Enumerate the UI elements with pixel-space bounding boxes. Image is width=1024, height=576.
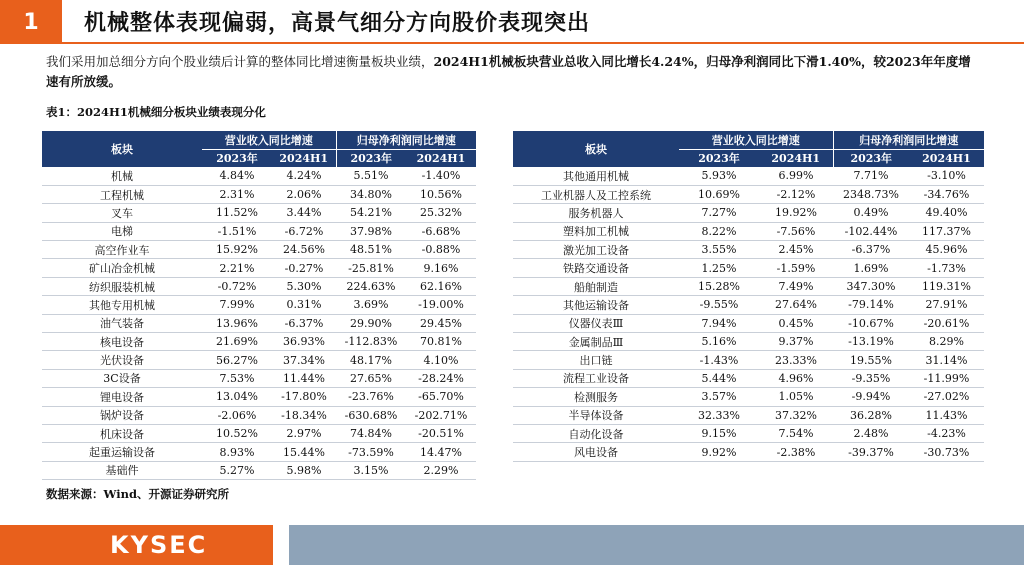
table-row [513,241,984,259]
cell-sector: 金属制品Ⅲ [513,333,679,351]
cell-np-2024h1: -11.99% [909,369,984,387]
cell-np-2023: 74.84% [336,424,406,442]
cell-rev-2023: 2.21% [202,259,272,277]
table-caption: 表1：2024H1机械细分板块业绩表现分化 [46,105,266,119]
cell-np-2024h1: 4.10% [406,351,476,369]
cell-rev-2023: 15.92% [202,241,272,259]
table-row [513,351,984,369]
cell-np-2023: -73.59% [336,443,406,461]
cell-rev-2024h1: -1.59% [759,259,833,277]
cell-rev-2023: 2.31% [202,185,272,203]
cell-rev-2024h1: -0.27% [272,259,336,277]
cell-sector: 塑料加工机械 [513,222,679,240]
cell-sector: 叉车 [42,204,202,222]
cell-rev-2024h1: -2.12% [759,185,833,203]
table-row [42,296,476,314]
header-np-2024h1: 2024H1 [909,149,984,167]
cell-np-2024h1: -34.76% [909,185,984,203]
cell-rev-2024h1: 11.44% [272,369,336,387]
footer-orange-block [0,525,273,565]
table-row [513,259,984,277]
cell-sector: 仪器仪表Ⅲ [513,314,679,332]
slide-title: 机械整体表现偏弱，高景气细分方向股价表现突出 [84,11,591,36]
cell-np-2023: 54.21% [336,204,406,222]
cell-np-2023: 34.80% [336,185,406,203]
table-right [513,131,984,462]
cell-sector: 船舶制造 [513,277,679,295]
cell-rev-2024h1: 2.97% [272,424,336,442]
table-row [42,461,476,479]
header-np-2024h1: 2024H1 [406,149,476,167]
cell-np-2023: 37.98% [336,222,406,240]
cell-np-2023: 5.51% [336,167,406,185]
cell-np-2024h1: 31.14% [909,351,984,369]
cell-sector: 锅炉设备 [42,406,202,424]
table-row [513,406,984,424]
cell-rev-2024h1: 9.37% [759,333,833,351]
cell-rev-2024h1: 2.06% [272,185,336,203]
header-sector: 板块 [42,131,202,167]
cell-np-2023: -9.35% [833,369,909,387]
cell-np-2024h1: -3.10% [909,167,984,185]
cell-rev-2023: 3.57% [679,388,759,406]
header-profit: 归母净利润同比增速 [833,131,984,149]
cell-np-2024h1: 45.96% [909,241,984,259]
cell-np-2024h1: 2.29% [406,461,476,479]
header-rev-2024h1: 2024H1 [272,149,336,167]
table-row [42,369,476,387]
cell-rev-2023: 8.93% [202,443,272,461]
cell-rev-2023: 15.28% [679,277,759,295]
cell-sector: 半导体设备 [513,406,679,424]
cell-np-2023: -112.83% [336,333,406,351]
cell-np-2024h1: -27.02% [909,388,984,406]
cell-np-2024h1: -202.71% [406,406,476,424]
cell-np-2023: -6.37% [833,241,909,259]
cell-rev-2023: -1.43% [679,351,759,369]
header-np-2023: 2023年 [833,149,909,167]
cell-rev-2024h1: 5.98% [272,461,336,479]
cell-sector: 核电设备 [42,333,202,351]
cell-np-2024h1: -1.73% [909,259,984,277]
cell-sector: 基础件 [42,461,202,479]
cell-rev-2024h1: 7.49% [759,277,833,295]
cell-sector: 自动化设备 [513,424,679,442]
cell-rev-2024h1: 15.44% [272,443,336,461]
cell-np-2023: 48.17% [336,351,406,369]
cell-sector: 服务机器人 [513,204,679,222]
table-row [513,222,984,240]
cell-np-2023: 29.90% [336,314,406,332]
cell-np-2023: -13.19% [833,333,909,351]
cell-rev-2024h1: -7.56% [759,222,833,240]
cell-np-2024h1: -6.68% [406,222,476,240]
cell-sector: 高空作业车 [42,241,202,259]
table-row [42,314,476,332]
cell-np-2023: 2348.73% [833,185,909,203]
cell-sector: 出口链 [513,351,679,369]
cell-rev-2024h1: 7.54% [759,424,833,442]
cell-sector: 机床设备 [42,424,202,442]
cell-np-2024h1: -4.23% [909,424,984,442]
cell-rev-2024h1: -17.80% [272,388,336,406]
cell-np-2024h1: 29.45% [406,314,476,332]
cell-rev-2024h1: -6.37% [272,314,336,332]
cell-rev-2024h1: 24.56% [272,241,336,259]
cell-rev-2024h1: 36.93% [272,333,336,351]
cell-np-2024h1: 49.40% [909,204,984,222]
cell-np-2023: 1.69% [833,259,909,277]
cell-rev-2024h1: -2.38% [759,443,833,461]
cell-rev-2024h1: 3.44% [272,204,336,222]
header-rev-2024h1: 2024H1 [759,149,833,167]
cell-np-2023: 3.15% [336,461,406,479]
cell-sector: 风电设备 [513,443,679,461]
cell-np-2024h1: 119.31% [909,277,984,295]
header-revenue: 营业收入同比增速 [202,131,336,149]
table-row [513,388,984,406]
cell-np-2023: 0.49% [833,204,909,222]
cell-sector: 检测服务 [513,388,679,406]
table-row [42,167,476,185]
cell-np-2024h1: 25.32% [406,204,476,222]
table-row [42,222,476,240]
cell-np-2024h1: -20.51% [406,424,476,442]
cell-rev-2024h1: 0.31% [272,296,336,314]
cell-rev-2023: 4.84% [202,167,272,185]
cell-np-2023: 7.71% [833,167,909,185]
footer-gray-block [289,525,1024,565]
data-source-note: 数据来源：Wind、开源证券研究所 [46,487,229,501]
intro-normal-text: 我们采用加总细分方向个股业绩后计算的整体同比增速衡量板块业绩， [46,54,434,69]
cell-rev-2023: 7.99% [202,296,272,314]
cell-rev-2023: -0.72% [202,277,272,295]
table-row [513,204,984,222]
table-row [513,296,984,314]
cell-np-2023: 2.48% [833,424,909,442]
cell-rev-2024h1: -6.72% [272,222,336,240]
table-left-body [42,167,476,480]
cell-np-2023: -39.37% [833,443,909,461]
cell-np-2023: 224.63% [336,277,406,295]
table-row [42,406,476,424]
header-revenue: 营业收入同比增速 [679,131,833,149]
header-rev-2023: 2023年 [679,149,759,167]
cell-rev-2024h1: 19.92% [759,204,833,222]
table-row [42,259,476,277]
table-row [42,277,476,295]
cell-rev-2024h1: 0.45% [759,314,833,332]
cell-sector: 流程工业设备 [513,369,679,387]
cell-np-2023: -10.67% [833,314,909,332]
cell-np-2023: -102.44% [833,222,909,240]
cell-np-2024h1: 117.37% [909,222,984,240]
cell-rev-2023: 8.22% [679,222,759,240]
cell-sector: 激光加工设备 [513,241,679,259]
cell-np-2024h1: -0.88% [406,241,476,259]
cell-sector: 机械 [42,167,202,185]
cell-np-2023: -25.81% [336,259,406,277]
cell-rev-2023: 7.27% [679,204,759,222]
cell-rev-2023: 7.53% [202,369,272,387]
cell-sector: 3C设备 [42,369,202,387]
cell-rev-2023: 32.33% [679,406,759,424]
cell-np-2024h1: 8.29% [909,333,984,351]
cell-np-2023: 347.30% [833,277,909,295]
table-row [513,277,984,295]
cell-sector: 工程机械 [42,185,202,203]
cell-np-2024h1: -1.40% [406,167,476,185]
cell-rev-2023: 5.93% [679,167,759,185]
cell-rev-2024h1: 1.05% [759,388,833,406]
cell-sector: 纺织服装机械 [42,277,202,295]
cell-rev-2024h1: 4.96% [759,369,833,387]
kysec-logo: KYSEC [110,531,208,559]
cell-sector: 铁路交通设备 [513,259,679,277]
cell-rev-2023: 5.27% [202,461,272,479]
cell-np-2023: 3.69% [336,296,406,314]
cell-np-2024h1: 10.56% [406,185,476,203]
title-underline [62,42,1024,44]
table-row [513,424,984,442]
cell-rev-2024h1: 5.30% [272,277,336,295]
table-row [42,204,476,222]
cell-sector: 矿山冶金机械 [42,259,202,277]
cell-sector: 电梯 [42,222,202,240]
header-np-2023: 2023年 [336,149,406,167]
cell-np-2024h1: 70.81% [406,333,476,351]
cell-sector: 光伏设备 [42,351,202,369]
table-row [42,333,476,351]
cell-sector: 其他专用机械 [42,296,202,314]
cell-rev-2023: 1.25% [679,259,759,277]
table-row [513,369,984,387]
intro-bold-text: 2024H1机械板块营业总收入同比增长4.24%，归母净利润同比下滑1.40%，较2023年年度增速有所放缓。 [46,54,971,89]
table-row [42,424,476,442]
cell-np-2023: 27.65% [336,369,406,387]
cell-np-2024h1: -19.00% [406,296,476,314]
cell-np-2023: 48.51% [336,241,406,259]
cell-rev-2024h1: 2.45% [759,241,833,259]
table-row [42,443,476,461]
cell-rev-2023: 11.52% [202,204,272,222]
cell-np-2024h1: 11.43% [909,406,984,424]
cell-sector: 其他通用机械 [513,167,679,185]
table-row [513,167,984,185]
cell-rev-2024h1: 37.34% [272,351,336,369]
cell-rev-2023: 7.94% [679,314,759,332]
cell-np-2024h1: 62.16% [406,277,476,295]
table-row [42,241,476,259]
cell-rev-2024h1: 27.64% [759,296,833,314]
cell-rev-2024h1: 37.32% [759,406,833,424]
cell-rev-2023: 9.15% [679,424,759,442]
footer-bar [0,525,1024,565]
header-profit: 归母净利润同比增速 [336,131,476,149]
cell-sector: 起重运输设备 [42,443,202,461]
cell-rev-2023: 10.52% [202,424,272,442]
cell-rev-2023: 21.69% [202,333,272,351]
table-left [42,131,476,480]
cell-rev-2024h1: 4.24% [272,167,336,185]
table-row [42,351,476,369]
cell-np-2024h1: -20.61% [909,314,984,332]
cell-np-2024h1: 9.16% [406,259,476,277]
cell-np-2024h1: -30.73% [909,443,984,461]
cell-np-2023: -9.94% [833,388,909,406]
table-row [42,185,476,203]
cell-np-2023: -630.68% [336,406,406,424]
cell-rev-2023: 56.27% [202,351,272,369]
cell-np-2024h1: -28.24% [406,369,476,387]
slide-title-bar [0,0,1024,44]
cell-sector: 锂电设备 [42,388,202,406]
header-sector: 板块 [513,131,679,167]
cell-rev-2024h1: -18.34% [272,406,336,424]
cell-np-2023: -23.76% [336,388,406,406]
table-row [513,443,984,461]
cell-np-2023: 19.55% [833,351,909,369]
cell-rev-2023: -9.55% [679,296,759,314]
table-row [513,185,984,203]
cell-rev-2024h1: 6.99% [759,167,833,185]
header-rev-2023: 2023年 [202,149,272,167]
cell-rev-2023: -2.06% [202,406,272,424]
table-row [42,388,476,406]
table-row [513,333,984,351]
intro-paragraph [46,52,976,92]
cell-np-2023: -79.14% [833,296,909,314]
cell-np-2023: 36.28% [833,406,909,424]
table-right-body [513,167,984,461]
cell-np-2024h1: 14.47% [406,443,476,461]
cell-sector: 油气装备 [42,314,202,332]
cell-np-2024h1: 27.91% [909,296,984,314]
cell-rev-2024h1: 23.33% [759,351,833,369]
cell-np-2024h1: -65.70% [406,388,476,406]
cell-sector: 其他运输设备 [513,296,679,314]
cell-rev-2023: 9.92% [679,443,759,461]
cell-rev-2023: 5.16% [679,333,759,351]
table-row [513,314,984,332]
cell-rev-2023: 3.55% [679,241,759,259]
cell-rev-2023: 5.44% [679,369,759,387]
cell-rev-2023: -1.51% [202,222,272,240]
cell-sector: 工业机器人及工控系统 [513,185,679,203]
cell-rev-2023: 13.04% [202,388,272,406]
section-number: 1 [0,0,62,44]
cell-rev-2023: 10.69% [679,185,759,203]
cell-rev-2023: 13.96% [202,314,272,332]
